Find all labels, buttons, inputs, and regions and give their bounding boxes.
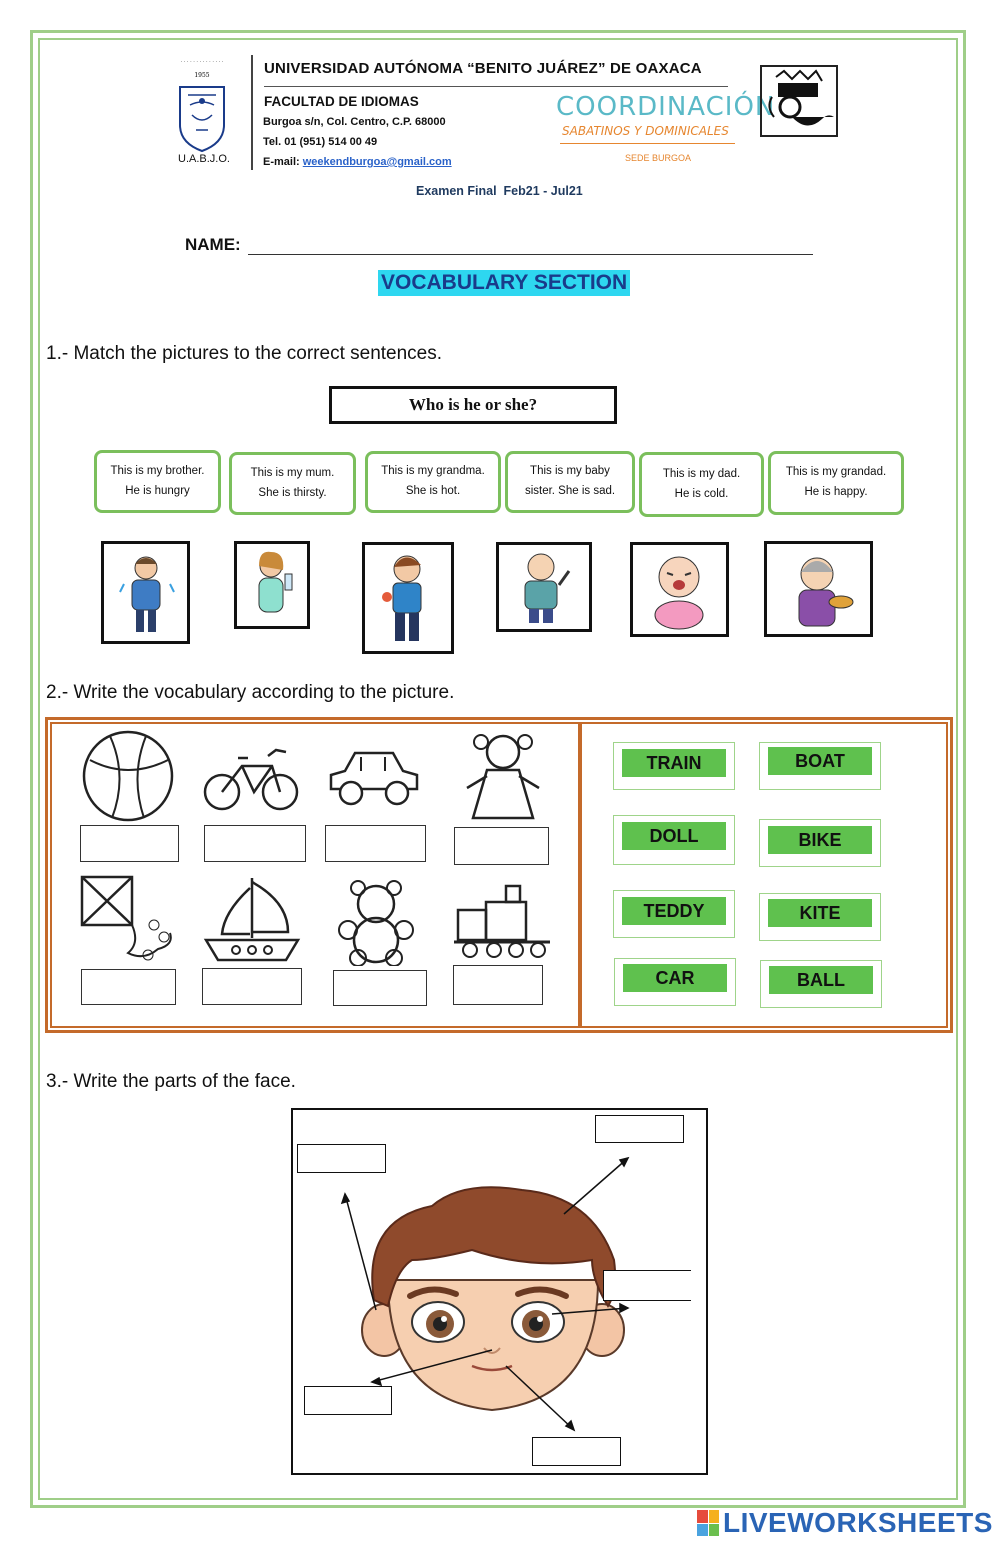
answer-box-ear[interactable] [297, 1144, 386, 1173]
liveworksheets-logo[interactable] [697, 1508, 995, 1538]
sentence-line: This is my dad. [662, 467, 741, 480]
header-divider [251, 55, 253, 170]
address: Burgoa s/n, Col. Centro, C.P. 68000 [263, 116, 446, 128]
answer-box-mouth[interactable] [532, 1437, 621, 1466]
exam-title: Examen Final Feb21 - Jul21 [416, 184, 583, 198]
teddy-image [330, 878, 422, 966]
who-box: Who is he or she? [329, 386, 617, 424]
happy-grandpa-image[interactable] [496, 542, 592, 632]
sentence-line: This is my brother. [110, 464, 205, 477]
sentence-line: sister. She is sad. [524, 485, 616, 497]
word-card-train[interactable] [613, 742, 735, 790]
answer-box-teddy[interactable] [333, 970, 427, 1006]
word-label: TEDDY [622, 897, 726, 925]
sentence-line: He is happy. [804, 486, 868, 498]
doll-image [455, 730, 551, 825]
svg-text:· · · · · · · · · · · · · ·: · · · · · · · · · · · · · · [180, 59, 224, 65]
logo-caption: U.A.B.J.O. [178, 153, 230, 165]
cold-man-image[interactable] [101, 541, 190, 644]
name-label: NAME: [185, 235, 241, 254]
hungry-boy-image[interactable] [362, 542, 454, 654]
train-image [452, 880, 552, 962]
word-card-car[interactable] [614, 958, 736, 1006]
kite-image [78, 873, 182, 965]
word-card-kite[interactable] [759, 893, 881, 941]
word-label: TRAIN [622, 749, 726, 777]
sentence-line: He is cold. [674, 487, 729, 500]
question-3-title: 3.- Write the parts of the face. [46, 1071, 296, 1092]
word-label: BIKE [768, 826, 872, 854]
question-1-title: 1.- Match the pictures to the correct sentences. [46, 343, 443, 364]
sentence-line: He is hungry [125, 484, 190, 497]
word-label: DOLL [622, 822, 726, 850]
phone: Tel. 01 (951) 514 00 49 [263, 136, 378, 148]
brand-name: LIVEWORKSHEETS [723, 1507, 993, 1538]
sentence-card[interactable] [365, 451, 501, 513]
email-link[interactable]: weekendburgoa@gmail.com [302, 156, 452, 168]
word-card-doll[interactable] [613, 815, 735, 865]
sentence-card[interactable] [768, 451, 904, 515]
word-label: CAR [623, 964, 727, 992]
word-label: BALL [769, 966, 873, 994]
word-card-boat[interactable] [759, 742, 881, 790]
email-line [263, 156, 452, 168]
live-badge-icon [697, 1510, 719, 1536]
ball-image [80, 730, 176, 822]
bike-image [202, 740, 300, 818]
svg-text:1955: 1955 [194, 72, 210, 79]
mascot-logo [760, 65, 838, 137]
answer-box-kite[interactable] [81, 969, 176, 1005]
coordination-title: COORDINACIÓN [556, 92, 776, 122]
answer-box-doll[interactable] [454, 827, 549, 865]
answer-box-car[interactable] [325, 825, 426, 862]
answer-box-bike[interactable] [204, 825, 306, 862]
word-label: BOAT [768, 747, 872, 775]
word-card-teddy[interactable] [613, 890, 735, 938]
sentence-line: She is thirsty. [258, 486, 327, 499]
sentence-card[interactable] [639, 452, 764, 517]
sentence-line: This is my grandad. [785, 466, 887, 479]
sentence-card[interactable] [229, 452, 356, 515]
sentence-line: This is my grandma. [381, 465, 485, 478]
boat-image [200, 872, 304, 968]
answer-box-ball[interactable] [80, 825, 179, 862]
answer-box-nose[interactable] [304, 1386, 392, 1415]
sede-label: SEDE BURGOA [625, 153, 692, 163]
word-card-ball[interactable] [760, 960, 882, 1008]
answer-box-boat[interactable] [202, 968, 302, 1005]
sentence-line: This is my baby [530, 465, 610, 478]
word-card-bike[interactable] [759, 819, 881, 867]
crying-baby-image[interactable] [630, 542, 729, 637]
email-label: E-mail: [263, 156, 300, 168]
question-2-title: 2.- Write the vocabulary according to the picture. [46, 682, 455, 703]
coordination-subtitle: SABATINOS Y DOMINICALES [562, 124, 729, 138]
answer-box-hair[interactable] [595, 1115, 684, 1143]
sentence-line: She is hot. [405, 485, 461, 497]
name-input-line[interactable] [248, 253, 813, 255]
answer-box-train[interactable] [453, 965, 543, 1005]
sentence-card[interactable] [505, 451, 635, 513]
sentence-card[interactable] [94, 450, 221, 513]
university-underline [264, 86, 728, 87]
sentence-line: This is my mum. [250, 466, 335, 479]
coordination-underline [560, 143, 735, 144]
section-title: VOCABULARY SECTION [378, 270, 630, 296]
university-name: UNIVERSIDAD AUTÓNOMA “BENITO JUÁREZ” DE OAXACA [264, 60, 702, 77]
word-label: KITE [768, 899, 872, 927]
answer-box-eye[interactable] [603, 1270, 691, 1301]
thirsty-woman-image[interactable] [234, 541, 310, 629]
hot-grandma-image[interactable] [764, 541, 873, 637]
faculty-name: FACULTAD DE IDIOMAS [264, 94, 419, 109]
car-image [325, 745, 423, 811]
